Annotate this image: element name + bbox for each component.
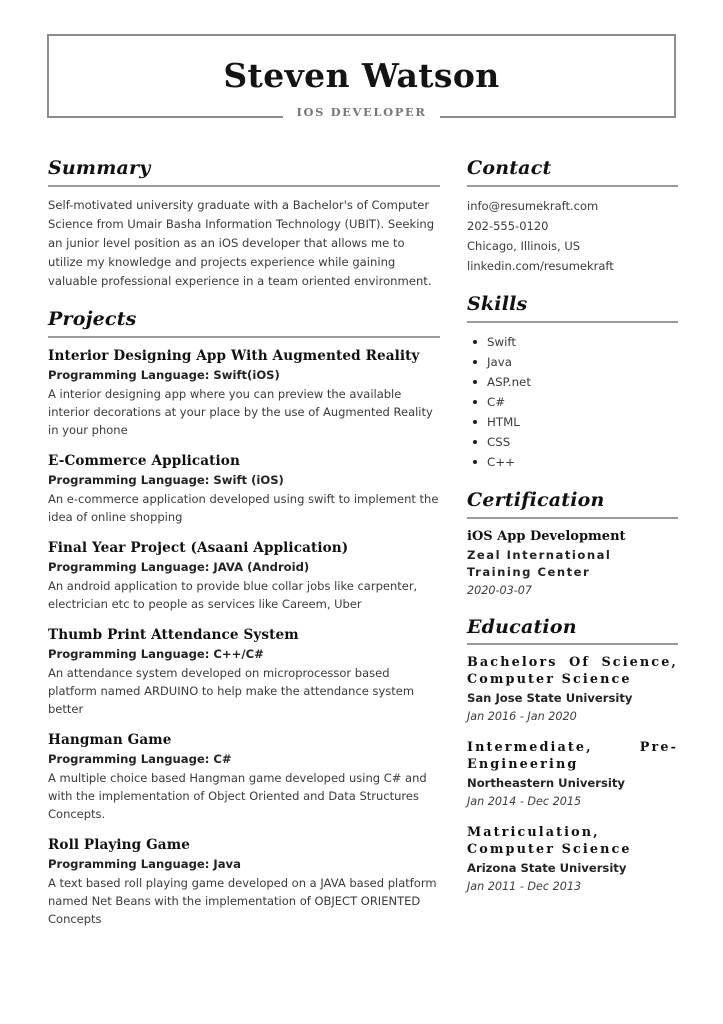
right-column (467, 158, 678, 899)
education-school: San Jose State University (467, 691, 633, 706)
project-entry (48, 347, 440, 439)
project-title: E-Commerce Application (48, 452, 240, 469)
contact-email[interactable]: info@resumekraft.com (467, 198, 599, 213)
projects-section (48, 309, 440, 928)
education-entry (467, 739, 678, 810)
project-description: An android application to provide blue collar jobs like carpenter, electrician etc to people as services like Careem, Uber (48, 578, 418, 611)
left-column (48, 158, 440, 932)
summary-section (48, 158, 440, 291)
contact-phone[interactable]: 202-555-0120 (467, 218, 549, 233)
education-heading: Education (467, 615, 577, 638)
contact-linkedin[interactable]: linkedin.com/resumekraft (467, 258, 614, 273)
education-school: Arizona State University (467, 861, 627, 876)
project-language: Programming Language: Swift(iOS) (48, 367, 280, 382)
project-description: An attendance system developed on microprocessor based platform named ARDUINO to help make the attendance system better (48, 665, 415, 716)
education-school: Northeastern University (467, 776, 625, 791)
skill-item: Java (467, 352, 678, 372)
education-degree: Matriculation, Computer Science (467, 825, 632, 858)
projects-divider (48, 336, 440, 338)
candidate-name: Steven Watson (223, 55, 500, 95)
certification-date: 2020-03-07 (467, 583, 533, 597)
skill-item: Swift (467, 332, 678, 352)
project-entry (48, 539, 440, 613)
certification-section (467, 490, 678, 599)
project-language: Programming Language: C# (48, 751, 232, 766)
certification-entry (467, 528, 678, 599)
skill-item: ASP.net (467, 372, 678, 392)
job-title-bar (47, 106, 676, 119)
project-language: Programming Language: Swift (iOS) (48, 472, 284, 487)
skill-item: HTML (467, 412, 678, 432)
summary-divider (48, 185, 440, 187)
skill-item: C++ (467, 452, 678, 472)
contact-section (467, 158, 678, 276)
skills-divider (467, 321, 678, 323)
education-divider (467, 643, 678, 645)
project-title: Roll Playing Game (48, 836, 190, 853)
job-title: IOS DEVELOPER (283, 106, 439, 119)
education-entry (467, 824, 678, 895)
project-language: Programming Language: JAVA (Android) (48, 559, 310, 574)
certification-organization: Zeal International Training Center (467, 547, 612, 579)
skill-item: C# (467, 392, 678, 412)
project-title: Thumb Print Attendance System (48, 626, 299, 643)
contact-location: Chicago, Illinois, US (467, 238, 581, 253)
contact-divider (467, 185, 678, 187)
summary-text: Self-motivated university graduate with a Bachelor's of Computer Science from Umair Basha Information Technology (UBIT). Seeking an junior level position as an iOS developer that allows me to utilize my knowledge and projects experience while gaining valuable professional experience in a team oriented environment. (48, 197, 435, 288)
project-language: Programming Language: Java (48, 856, 241, 871)
summary-heading: Summary (48, 157, 151, 179)
projects-heading: Projects (48, 307, 137, 330)
education-degree: Bachelors Of Science, Computer Science (467, 655, 678, 688)
certification-title: iOS App Development (467, 528, 626, 544)
education-date: Jan 2011 - Dec 2013 (467, 880, 582, 894)
project-description: A text based roll playing game developed on a JAVA based platform named Net Beans with the implementation of OBJECT ORIENTED Concepts (48, 875, 437, 926)
skill-item: CSS (467, 432, 678, 452)
project-title: Interior Designing App With Augmented Reality (48, 347, 420, 364)
project-title: Final Year Project (Asaani Application) (48, 539, 349, 556)
project-language: Programming Language: C++/C# (48, 646, 264, 661)
project-entry (48, 836, 440, 928)
project-entry (48, 626, 440, 718)
certification-heading: Certification (467, 488, 605, 511)
project-description: A interior designing app where you can preview the available interior decorations at your place by the use of Augmented Reality in your phone (48, 386, 433, 437)
education-date: Jan 2016 - Jan 2020 (467, 710, 577, 724)
project-description: A multiple choice based Hangman game developed using C# and with the implementation of Object Oriented and Data Structures Concepts. (48, 770, 427, 821)
project-description: An e-commerce application developed using swift to implement the idea of online shopping (48, 491, 439, 524)
project-entry (48, 452, 440, 526)
education-date: Jan 2014 - Dec 2015 (467, 795, 582, 809)
project-entry (48, 731, 440, 823)
project-title: Hangman Game (48, 731, 172, 748)
skills-heading: Skills (467, 292, 528, 315)
skills-list (467, 332, 678, 472)
education-section (467, 617, 678, 896)
contact-heading: Contact (467, 157, 552, 179)
skills-section (467, 294, 678, 472)
certification-divider (467, 517, 678, 519)
education-degree: Intermediate, Pre-Engineering (467, 740, 678, 773)
education-entry (467, 654, 678, 725)
